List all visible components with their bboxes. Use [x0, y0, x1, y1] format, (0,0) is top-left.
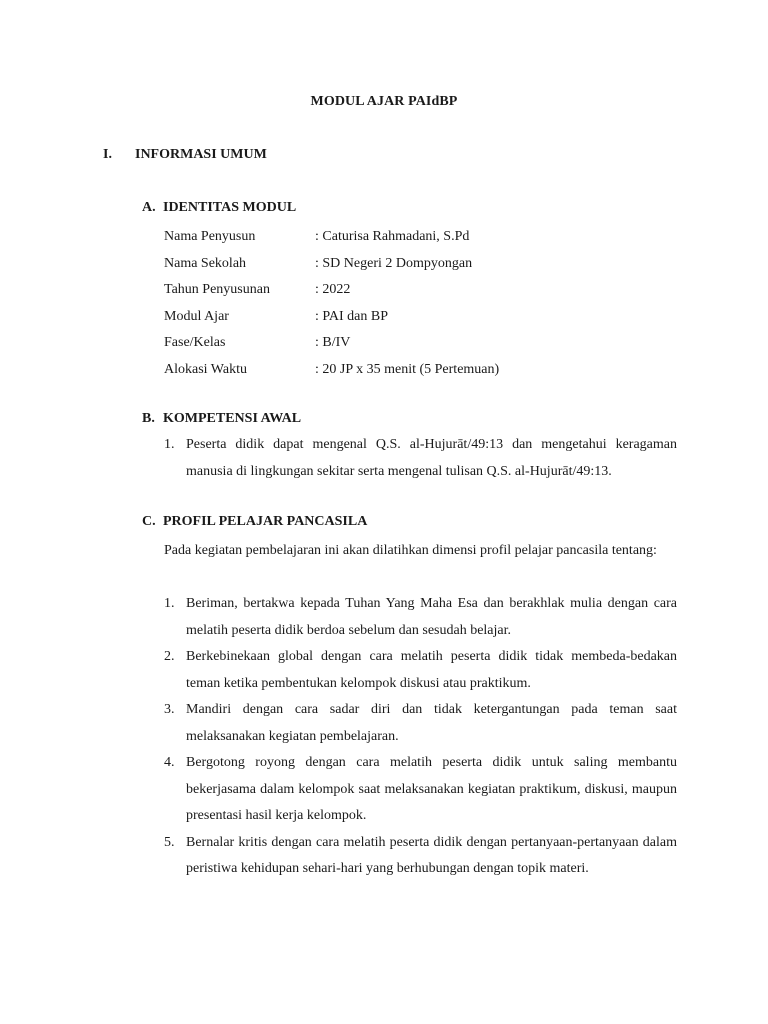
list-item [164, 750, 677, 830]
identitas-modul-heading [142, 200, 296, 216]
list-item-number: 5. [164, 834, 175, 850]
identitas-value: : SD Negeri 2 Dompyongan [315, 255, 473, 271]
kompetensi-awal-heading [142, 411, 301, 427]
identitas-value: : PAI dan BP [315, 308, 389, 324]
list-item-text: Peserta didik dapat mengenal Q.S. al-Hujurāt/49:13 dan mengetahui keragaman manusia di lingkungan sekitar serta mengenal tulisan Q.S. al-Hujurāt/49:13. [186, 437, 677, 479]
identitas-label: Fase/Kelas [164, 335, 226, 351]
list-item-text: Mandiri dengan cara sadar diri dan tidak ketergantungan pada teman saat melaksanakan kegiatan pembelajaran. [186, 702, 677, 744]
list-item-number: 2. [164, 649, 175, 664]
list-item-number: 1. [164, 437, 175, 452]
subsection-title: KOMPETENSI AWAL [163, 411, 302, 426]
list-item [164, 697, 677, 750]
kompetensi-list [164, 432, 677, 485]
identitas-value: : Caturisa Rahmadani, S.Pd [315, 229, 470, 244]
profil-pelajar-heading [142, 514, 367, 530]
identitas-label: Modul Ajar [164, 308, 229, 324]
subsection-letter: A. [142, 200, 156, 215]
list-item-number: 1. [164, 596, 175, 611]
list-item [164, 830, 677, 883]
section-title: INFORMASI UMUM [135, 147, 267, 162]
identitas-label: Alokasi Waktu [164, 361, 247, 377]
list-item [164, 591, 677, 644]
subsection-letter: B. [142, 411, 155, 426]
profil-intro-paragraph: Pada kegiatan pembelajaran ini akan dilatihkan dimensi profil pelajar pancasila tentang: [164, 543, 657, 558]
identitas-value: : 2022 [315, 282, 351, 298]
list-item [164, 432, 677, 485]
list-item-number: 4. [164, 755, 175, 770]
list-item-text: Bergotong royong dengan cara melatih peserta didik untuk saling membantu bekerjasama dalam kelompok saat melaksanakan kegiatan praktikum, diskusi, maupun presentasi hasil kerja kelompok. [186, 755, 677, 823]
list-item-text: Berkebinekaan global dengan cara melatih peserta didik tidak membeda-bedakan teman ketika pembentukan kelompok diskusi atau praktikum. [186, 649, 677, 691]
section-number: I. [103, 147, 112, 162]
identitas-value: : 20 JP x 35 menit (5 Pertemuan) [315, 361, 500, 377]
identitas-value: : B/IV [315, 335, 351, 351]
list-item-number: 3. [164, 702, 175, 717]
document-title: MODUL AJAR PAIdBP [310, 94, 458, 109]
identitas-label: Nama Penyusun [164, 229, 256, 244]
list-item [164, 644, 677, 697]
subsection-letter: C. [142, 514, 156, 529]
list-item-text: Bernalar kritis dengan cara melatih peserta didik dengan pertanyaan-pertanyaan dalam peristiwa kehidupan sehari-hari yang berhubungan dengan topik materi. [186, 834, 677, 876]
subsection-title: IDENTITAS MODUL [163, 200, 297, 215]
subsection-title: PROFIL PELAJAR PANCASILA [163, 514, 368, 529]
profil-list [164, 591, 677, 883]
identitas-label: Nama Sekolah [164, 255, 247, 271]
identitas-label: Tahun Penyusunan [164, 282, 270, 298]
list-item-text: Beriman, bertakwa kepada Tuhan Yang Maha Esa dan berakhlak mulia dengan cara melatih peserta didik berdoa sebelum dan sesudah belajar. [186, 596, 677, 638]
